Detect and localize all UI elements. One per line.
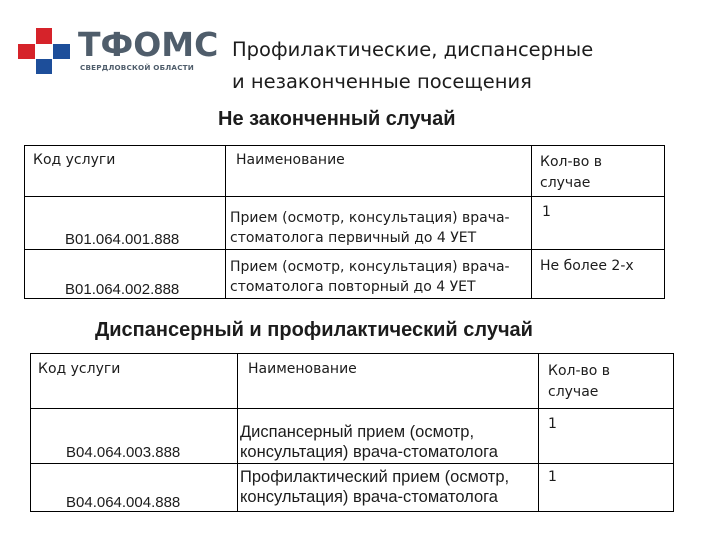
logo-subtitle: СВЕРДЛОВСКОЙ ОБЛАСТИ: [80, 63, 194, 72]
name-cell: [226, 250, 532, 299]
header-name-cell: [226, 146, 532, 197]
header-code-cell: [25, 146, 226, 197]
header-count: [548, 361, 610, 403]
service-count: 1: [548, 469, 557, 485]
table-row: [25, 250, 665, 299]
header-code: Код услуги: [33, 152, 116, 168]
header-count-line-2: случае: [540, 175, 591, 191]
service-name-line-2: консультация) врача-стоматолога: [240, 443, 498, 461]
count-cell: [532, 197, 665, 250]
name-cell: [238, 409, 539, 464]
header-name: Наименование: [236, 152, 345, 168]
count-cell: [532, 250, 665, 299]
table-row: [31, 409, 674, 464]
service-name: [240, 467, 509, 507]
page-title: [232, 34, 593, 98]
service-name-line-1: Диспансерный прием (осмотр,: [240, 423, 475, 441]
table-dispensary-case: [30, 353, 674, 512]
table-unfinished-case: [24, 145, 665, 299]
table-row: [25, 197, 665, 250]
service-name-line-1: Прием (осмотр, консультация) врача-: [230, 210, 510, 226]
header-count-cell: [532, 146, 665, 197]
code-cell: [31, 464, 238, 512]
name-cell: [226, 197, 532, 250]
header-count-line-1: Кол-во в: [540, 154, 603, 170]
title-line-1: Профилактические, диспансерные: [232, 38, 594, 61]
service-name-line-2: стоматолога первичный до 4 УЕТ: [230, 230, 477, 246]
service-name-line-1: Прием (осмотр, консультация) врача-: [230, 259, 510, 275]
service-name: [240, 422, 498, 462]
tfoms-logo: [18, 25, 219, 76]
code-cell: [25, 197, 226, 250]
code-cell: [31, 409, 238, 464]
service-count: 1: [548, 416, 557, 432]
table-header-row: [25, 146, 665, 197]
service-name-line-2: стоматолога повторный до 4 УЕТ: [230, 279, 476, 295]
header-count-line-2: случае: [548, 384, 599, 400]
header-code: Код услуги: [38, 361, 121, 377]
header-count: [540, 152, 602, 194]
service-name: [230, 208, 510, 248]
service-count: 1: [542, 204, 551, 220]
service-name: [230, 257, 510, 297]
service-code: В04.064.003.888: [66, 444, 181, 461]
service-name-line-2: консультация) врача-стоматолога: [240, 488, 498, 506]
name-cell: [238, 464, 539, 512]
table-header-row: [31, 354, 674, 409]
table-row: [31, 464, 674, 512]
header-count-cell: [539, 354, 674, 409]
code-cell: [25, 250, 226, 299]
section2-heading: Диспансерный и профилактический случай: [95, 319, 533, 341]
medical-cross-icon: [18, 26, 70, 76]
service-code: В04.064.004.888: [66, 494, 181, 511]
header-name-cell: [238, 354, 539, 409]
header-name: Наименование: [248, 361, 357, 377]
header-count-line-1: Кол-во в: [548, 363, 611, 379]
section1-heading: Не законченный случай: [218, 108, 456, 130]
title-line-2: и незаконченные посещения: [232, 70, 532, 93]
count-cell: [539, 464, 674, 512]
logo-name: ТФОМС: [78, 25, 219, 64]
service-count: Не более 2-х: [540, 258, 634, 274]
count-cell: [539, 409, 674, 464]
service-code: В01.064.001.888: [65, 231, 180, 248]
service-code: В01.064.002.888: [65, 281, 180, 298]
service-name-line-1: Профилактический прием (осмотр,: [240, 468, 510, 486]
header-code-cell: [31, 354, 238, 409]
